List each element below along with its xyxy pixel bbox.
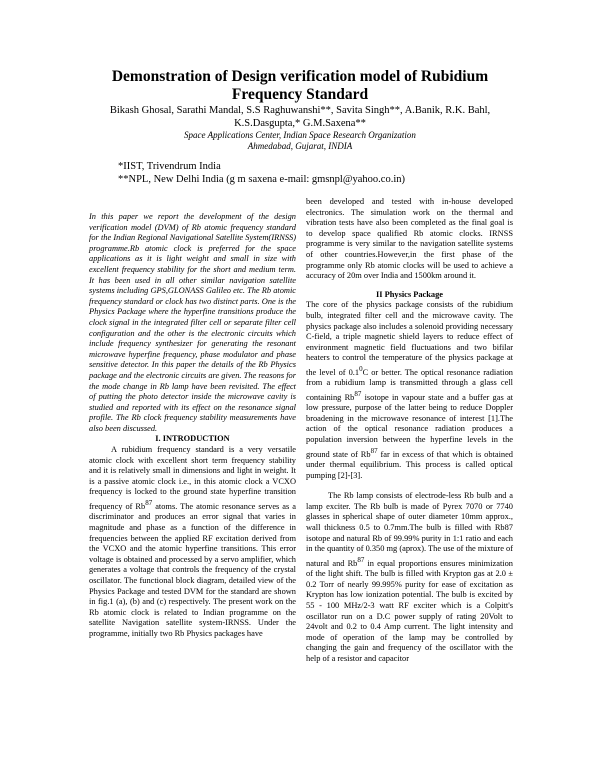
affiliation-line-2: Ahmedabad, Gujarat, INDIA <box>247 141 353 151</box>
physics-paragraph-2 <box>306 491 513 664</box>
introduction-paragraph <box>89 445 296 639</box>
affiliation <box>80 130 520 152</box>
physics-superscript-1: 0 <box>359 364 363 373</box>
lamp-superscript: 87 <box>357 555 365 564</box>
footnote-iist: *IIST, Trivendrum India <box>118 161 221 172</box>
title-line-2: Frequency Standard <box>231 86 369 103</box>
intro-superscript: 87 <box>145 499 153 508</box>
section-heading-introduction: I. INTRODUCTION <box>155 434 230 444</box>
footnote-npl: **NPL, New Delhi India (g m saxena e-mail: gmsnpl@yahoo.co.in) <box>118 174 405 185</box>
physics-text-c: isotope in vapour state and a buffer gas at low pressure, purpose of the latter being to reduce Doppler broadening in the microwave resonance of interest [1].The action of the optical resonance radiation produces a population inversion between the hyperfine levels in the ground state of Rb <box>306 392 513 459</box>
abstract: In this paper we report the development of the design verification model (DVM) of Rb atomic frequency standard for the Indian Regional Navigational Satellite System(IRNSS) programme.Rb atomic clock is preferred for the space applications as it is light weight and small in size with excellent frequency stability for the short and medium term. It has been used in all other similar navigation satellite systems including GPS,GLONASS Galileo etc. The Rb atomic frequency standard or clock has two distinct parts. One is the Physics Package where the hyperfine transitions produce the clock signal in the integrated filter cell or separate filter cell configuration and the other is the electronic circuits which include frequency synthesizer for generating the resonant microwave hyperfine frequency, phase modulator and phase sensitive detector. In this paper the details of the Rb Physics package and the electronic circuits are given. The reasons for the mode change in Rb lamp have been revisited. The effect of putting the photo detector inside the microwave cavity is studied and reported with its effect on the resonance signal profile. The Rb clock frequency stability measurements have also been discussed. <box>89 212 296 433</box>
affiliation-line-1: Space Applications Center, Indian Space Research Organization <box>184 130 416 140</box>
right-column <box>306 197 513 665</box>
author-list <box>80 104 520 130</box>
physics-text-d: far in excess of that which is obtained under thermal equilibrium. This process is called optical pumping [2]-[3]. <box>306 449 513 480</box>
intro-text-a: A rubidium frequency standard is a very versatile atomic clock with excellent short term frequency stability and it is relatively small in dimensions and light in weight. It is a passive atomic clock i.e., in this atomic clock a VCXO frequency is locked to the ground state hyperfine transition frequency of Rb <box>89 445 296 511</box>
section-heading-physics-package: II Physics Package <box>376 289 443 299</box>
physics-text-a: The core of the physics package consists of the rubidium bulb, integrated filter cell and the microwave cavity. The physics package also includes a solenoid providing necessary C-field, a triple magnetic shield layers to reduce effect of environment magnetic field fluctuations and two bifilar heaters to control the temperature of the physics package at the level of 0.1 <box>306 300 513 377</box>
physics-superscript-2: 87 <box>354 389 362 398</box>
physics-text-b: C or better. The optical resonance radiation from a rubidium lamp is transmitted through a glass cell containing Rb <box>306 367 513 402</box>
physics-superscript-3: 87 <box>370 446 378 455</box>
author-footnotes <box>118 160 558 186</box>
paper-title <box>60 68 540 104</box>
intro-text-b: atoms. The atomic resonance serves as a discriminator and produces an error signal that varies in magnitude and phase as a function of the difference in frequencies between the applied RF excitation derived from the VCXO and the atomic hyperfine transitions. This error voltage is obtained and processed by a servo amplifier, which generates a voltage that controls the frequency of the crystal oscillator. The functional block diagram, detailed view of the Physics Package and tested DVM for the standard are shown in fig.1 (a), (b) and (c) respectively. The present work on the Rb atomic clock is related to Indian programme on the satellite Navigation satellite system-IRNSS. Under the programme, initially two Rb Physics packages have <box>89 501 296 638</box>
authors-line-1: Bikash Ghosal, Sarathi Mandal, S.S Raghuwanshi**, Savita Singh**, A.Banik, R.K. Bahl, <box>109 105 491 116</box>
left-column <box>89 212 296 640</box>
title-line-1: Demonstration of Design verification model of Rubidium <box>111 68 489 85</box>
lamp-text-b: in equal proportions ensures minimization of the light shift. The bulb is filled with Krypton gas at 2.0 ± 0.2 Torr of nearly 99.995% purity for ease of excitation as Krypton has low ionization potential. The bulb is excited by 55 - 100 MHz/2-3 watt RF exciter which is a Colpitt's oscillator run on a D.C power supply of rating 20Volt to 24volt and 0.2 to 0.4 Amp current. The light intensity and mode of operation of the lamp may be controlled by changing the gain and frequency of the oscillator with the help of a resistor and capacitor <box>306 558 513 663</box>
intro-continuation: been developed and tested with in-house developed electronics. The simulation work on the thermal and vibration tests have also been completed as the final goal is to develop space qualified Rb atomic clocks. IRNSS programme is very similar to the navigation satellite systems of other countries.However,in the first phase of the programme only Rb atomic clocks will be used to achieve a accuracy of 20m over India and 1500km around it. <box>306 197 513 281</box>
lamp-text-a: The Rb lamp consists of electrode-less Rb bulb and a lamp exciter. The Rb bulb is made of Pyrex 7070 or 7740 glasses in spherical shape of outer diameter 10mm approx., wall thickness 0.5 to 0.7mm.The bulb is filled with Rb87 isotope and natural Rb of 99.99% purity in 1:1 ratio and each in the quantity of 0.350 mg (aprox). The use of the mixture of natural and Rb <box>306 491 513 568</box>
physics-paragraph-1 <box>306 300 513 481</box>
authors-line-2: K.S.Dasgupta,* G.M.Saxena** <box>234 118 366 129</box>
